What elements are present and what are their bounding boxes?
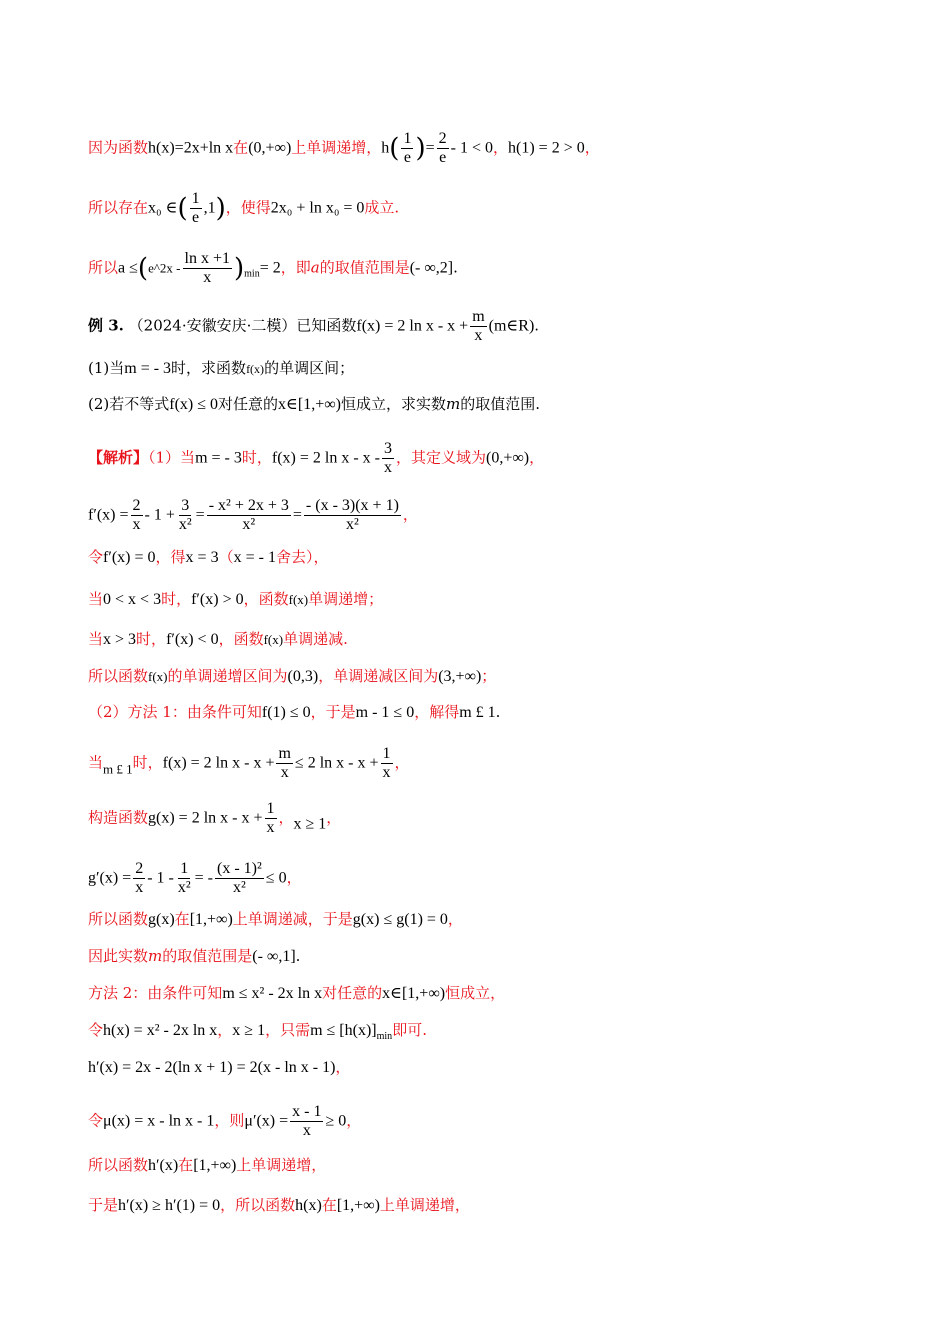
math: f(x) — [263, 632, 284, 647]
text: 在 — [321, 1196, 337, 1214]
text: 于是 — [88, 1196, 119, 1214]
solution-line-4 — [88, 588, 910, 611]
math: 0 < x < 3 — [103, 591, 162, 608]
solution-line-18 — [88, 1194, 910, 1217]
line-3: 所以a ≤(e^2x - $\frac{\text{ln x +1}}{x}$ )$_{min}= 2$，即a的取值范围是(- ∞,2]. — [88, 250, 458, 286]
text: ， — [278, 808, 294, 827]
text: 令 — [88, 1111, 104, 1130]
text: ， — [286, 868, 302, 887]
text: 在 — [174, 910, 190, 928]
solution-line-1 — [88, 440, 910, 477]
text: 恒成立，求实数 — [340, 395, 446, 413]
text: . — [534, 316, 540, 335]
math: = - — [194, 869, 213, 887]
text: （2）方法 1：由条件可知 — [88, 703, 262, 721]
math: f(x) — [246, 362, 265, 376]
text: 的单调递增区间为 — [167, 667, 288, 685]
solution-line-6 — [88, 665, 910, 688]
solution-line-3 — [88, 546, 910, 569]
solution-line-17 — [88, 1154, 910, 1177]
solution-line-14 — [88, 1019, 910, 1048]
math: μ′(x) = — [244, 1112, 289, 1130]
fraction: $\frac{1}{x}$ — [382, 745, 391, 781]
math: h′(x) — [148, 1157, 179, 1174]
text: 时， — [132, 753, 163, 772]
text: 成立. — [364, 198, 400, 217]
fraction: $\frac{x - 1}{x}$ — [292, 1103, 322, 1139]
math: f′(x) > 0 — [191, 591, 244, 608]
fraction: $\frac{1}{e}$ — [403, 130, 412, 166]
text: 单调递减. — [283, 630, 348, 648]
math: = — [195, 506, 205, 524]
text: （ — [218, 548, 234, 566]
math: h(x) = x² - 2x ln x — [103, 1022, 218, 1039]
text: 的取值范围是 — [162, 947, 253, 965]
text: ，函数 — [218, 630, 264, 648]
fraction: $\frac{\text{(x - 1)²}}{\text{x²}}$ — [217, 860, 262, 896]
text: 上单调递增， — [379, 1196, 470, 1214]
text: ， — [402, 505, 418, 524]
text: 的取值范围是 — [319, 258, 410, 277]
math: m £ 1 — [103, 761, 133, 777]
solution-line-16 — [88, 1103, 910, 1140]
text: ，即 — [280, 258, 311, 277]
math: [1,+∞) — [193, 1157, 237, 1174]
question-2 — [88, 393, 910, 416]
fraction: $\frac{1}{e}$ — [191, 190, 200, 226]
text: ，只需 — [265, 1021, 311, 1039]
math: h(x) — [295, 1197, 322, 1214]
fraction: $\frac{1}{\text{x²}}$ — [177, 860, 191, 896]
text: 构造函数 — [88, 808, 149, 827]
question-1 — [88, 357, 910, 380]
fraction: $\frac{m}{x}$ — [472, 308, 485, 344]
text: . — [295, 947, 301, 965]
math: [1,+∞) — [336, 1197, 380, 1214]
math: (0,+∞) — [486, 449, 530, 467]
math: (3,+∞) — [438, 668, 482, 685]
text: ； — [481, 667, 497, 685]
math: x = 3 — [185, 549, 219, 566]
math: (0,+∞) — [248, 139, 292, 157]
text: （2024·安徽安庆·二模）已知函数 — [128, 316, 357, 335]
text: 当 — [88, 590, 104, 608]
text: 当 — [88, 753, 104, 772]
text: ，所以函数 — [220, 1196, 296, 1214]
text: 时， — [161, 590, 192, 608]
text: ， — [346, 1111, 362, 1130]
text: 令 — [88, 548, 104, 566]
math: f(x) = 2 ln x - x + — [356, 317, 469, 335]
text: ， — [217, 1021, 233, 1039]
text: ，得 — [155, 548, 186, 566]
text: 因此实数 — [88, 947, 149, 965]
example-label: 例 3. — [88, 316, 124, 335]
fraction: $\frac{2}{x}$ — [132, 497, 141, 533]
text: 上单调递减，于是 — [232, 910, 353, 928]
math: (- ∞,1] — [252, 948, 296, 965]
math: f′(x) = — [88, 506, 129, 524]
math: - 1 < 0 — [450, 139, 493, 157]
math: f(x) — [288, 592, 309, 607]
example-3 — [88, 308, 910, 345]
math: = — [292, 506, 302, 524]
solution-line-13 — [88, 982, 910, 1005]
variable: a — [310, 258, 320, 277]
math: h′(x) ≥ h′(1) = 0 — [118, 1197, 221, 1214]
variable: m — [148, 947, 163, 965]
text: (2)若不等式 — [88, 395, 170, 413]
text: ， — [529, 448, 545, 467]
fraction: $\frac{m}{x}$ — [278, 745, 291, 781]
text: ， — [447, 910, 463, 928]
math: x = - 1 — [233, 549, 276, 566]
math: f(x) = 2 ln x - x - — [271, 449, 380, 467]
math: ≥ 0 — [325, 1112, 347, 1130]
text: 时， — [136, 630, 167, 648]
math: ,1 — [203, 199, 216, 217]
solution-line-10 — [88, 860, 910, 897]
solution-line-5 — [88, 628, 910, 651]
text: ， — [335, 1058, 351, 1076]
text: ，于是 — [310, 703, 356, 721]
fraction: $\frac{2}{x}$ — [135, 860, 144, 896]
text: (1)当 — [88, 359, 125, 377]
solution-tag: 【解析】 — [88, 448, 149, 467]
math: f′(x) = 0 — [103, 549, 156, 566]
math: a ≤ — [118, 259, 138, 277]
text: 方法 2：由条件可知 — [88, 984, 223, 1002]
math: f(x) ≤ 0 — [169, 396, 219, 413]
math: μ(x) = x - ln x - 1 — [103, 1112, 215, 1130]
text: 所以函数 — [88, 1156, 149, 1174]
math: f(1) ≤ 0 — [261, 704, 311, 721]
math: m = - 3 — [195, 449, 242, 467]
text: ，解得 — [414, 703, 460, 721]
text: 上单调递增， — [291, 138, 382, 157]
fraction: $\frac{3}{\text{x²}}$ — [178, 497, 192, 533]
math: = — [425, 139, 435, 157]
text: 所以函数 — [88, 667, 149, 685]
fraction: $\frac{\text{- x² + 2x + 3}}{\text{x²}}$ — [208, 497, 289, 533]
fraction: $\frac{1}{x}$ — [266, 800, 275, 836]
math: x ≥ 1 — [232, 1022, 266, 1039]
text: 当 — [88, 630, 104, 648]
math: e^2x - — [148, 260, 181, 276]
math: f(x) — [148, 669, 168, 684]
text: ， — [584, 138, 600, 157]
math: g(x) = 2 ln x - x + — [148, 809, 263, 827]
text: ，其定义域为 — [395, 448, 486, 467]
math: x∈[1,+∞) — [382, 985, 446, 1002]
text: 的单调区间； — [264, 359, 355, 377]
solution-line-11 — [88, 908, 910, 931]
text: 所以存在 — [88, 198, 149, 217]
line-2: 所以存在x₀ ∈( $\frac{1}{e}$ ,1)，使得2x₀ + ln x₀ = 0成立. — [88, 190, 400, 226]
text: 对任意的 — [218, 395, 279, 413]
text: 所以函数 — [88, 910, 149, 928]
text: 令 — [88, 1021, 104, 1039]
math: - 1 + — [144, 506, 175, 524]
math: [1,+∞) — [189, 911, 233, 928]
text: 的取值范围. — [460, 395, 540, 413]
text: . — [495, 703, 501, 721]
solution-line-7 — [88, 701, 910, 724]
text: ， — [493, 138, 509, 157]
math: (0,3) — [287, 668, 319, 685]
math: h(x)=2x+ln x — [148, 139, 234, 157]
math: f(x) = 2 ln x - x + — [162, 754, 275, 772]
math: = 2 — [259, 259, 281, 277]
math: g(x) ≤ g(1) = 0 — [352, 911, 448, 928]
text: 在 — [178, 1156, 194, 1174]
math: x₀ ∈ — [148, 199, 178, 217]
fraction: $\frac{3}{x}$ — [383, 440, 392, 476]
text: 因为函数 — [88, 138, 149, 157]
fraction: $\frac{- (x - 3)(x + 1)}{\text{x²}}$ — [305, 497, 399, 533]
math: x > 3 — [103, 631, 137, 648]
math: m - 1 ≤ 0 — [355, 704, 415, 721]
text: 所以 — [88, 258, 119, 277]
line-1: 因为函数h(x)=2x+ln x在(0,+∞)上单调递增，h( $\frac{1}{e}$ )= $\frac{2}{e}$ - 1 < 0，h(1) = 2 > 0， — [88, 130, 600, 166]
math: h — [381, 139, 390, 157]
text: ， — [326, 808, 342, 827]
math: min — [244, 268, 260, 280]
variable: m — [445, 395, 461, 413]
text: 上单调递增， — [236, 1156, 327, 1174]
math: (- ∞,2] — [409, 259, 454, 277]
solution-line-15 — [88, 1056, 910, 1079]
solution-line-9 — [88, 800, 910, 837]
text: ，函数 — [243, 590, 289, 608]
math: x ≥ 1 — [293, 815, 327, 833]
solution-line-8 — [88, 745, 910, 782]
math: 2x₀ + ln x₀ = 0 — [270, 199, 365, 217]
text: 恒成立， — [445, 984, 506, 1002]
math: - 1 - — [147, 869, 174, 887]
math: ≤ 2 ln x - x + — [294, 754, 379, 772]
math: g(x) — [148, 911, 175, 928]
math: (m∈R) — [488, 317, 535, 335]
text: ，则 — [214, 1111, 245, 1130]
text: ，单调递减区间为 — [318, 667, 439, 685]
text: 即可. — [392, 1021, 427, 1039]
math: ≤ 0 — [265, 869, 287, 887]
math: m ≤ x² - 2x ln x — [222, 985, 323, 1002]
math: m £ 1 — [459, 704, 496, 721]
text: 时，求函数 — [171, 359, 247, 377]
math: h′(x) = 2x - 2(ln x + 1) = 2(x - ln x - 1) — [88, 1059, 336, 1076]
text: 舍去）， — [275, 548, 329, 566]
solution-line-2 — [88, 497, 910, 534]
math: min — [376, 1031, 393, 1042]
text: 单调递增； — [308, 590, 384, 608]
text: 在 — [233, 138, 249, 157]
text: 时， — [241, 448, 272, 467]
math: m = - 3 — [124, 360, 172, 377]
text: 对任意的 — [322, 984, 383, 1002]
solution-line-12 — [88, 945, 910, 968]
math: x∈[1,+∞) — [278, 396, 341, 413]
text: ，使得 — [225, 198, 271, 217]
math: g′(x) = — [88, 869, 132, 887]
text: . — [453, 258, 458, 277]
math: h(1) = 2 > 0 — [508, 139, 585, 157]
fraction: $\frac{\text{ln x +1}}{x}$ — [184, 250, 230, 286]
text: ， — [394, 753, 410, 772]
math: f′(x) < 0 — [166, 631, 219, 648]
fraction: $\frac{2}{e}$ — [438, 130, 447, 166]
math: m ≤ [h(x)] — [310, 1022, 377, 1039]
text: （1）当 — [148, 448, 196, 467]
